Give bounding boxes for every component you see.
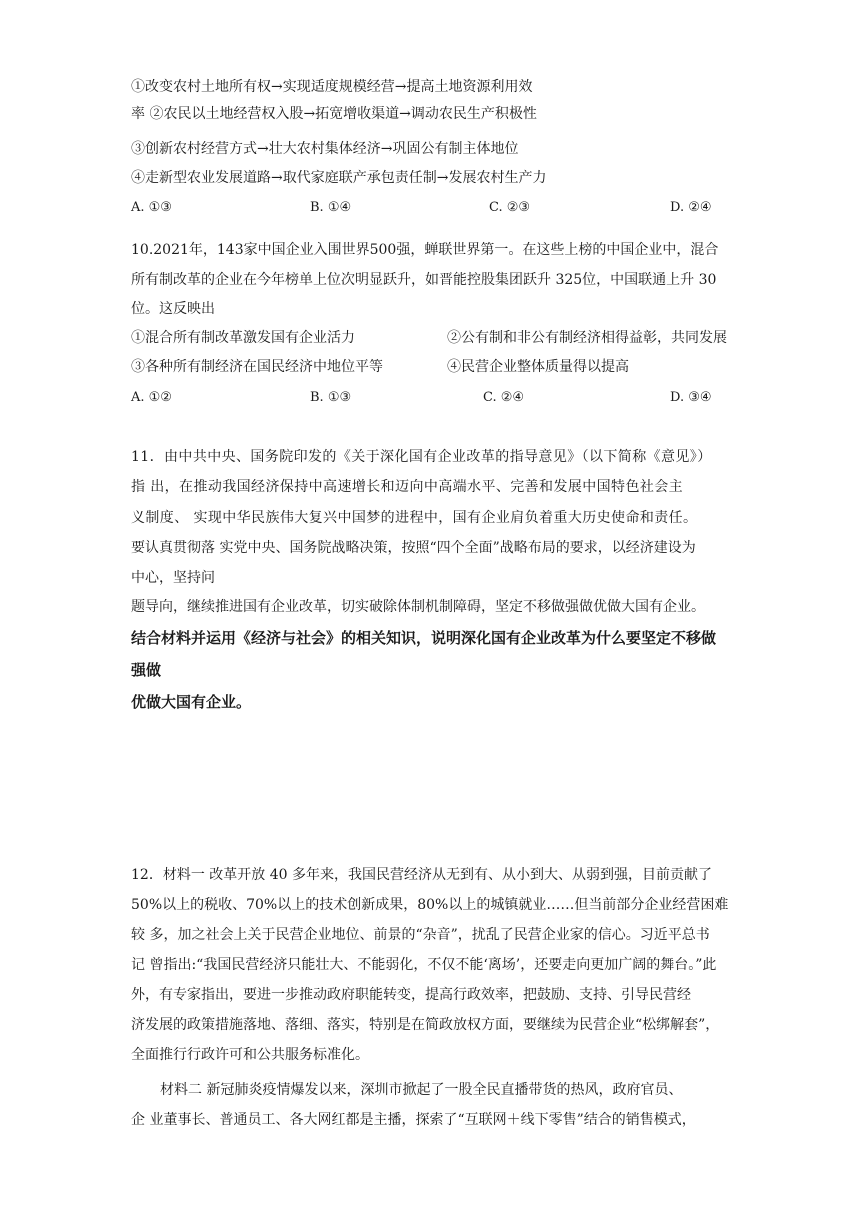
q9-option-d: D. ②④ <box>670 200 712 215</box>
q11-material-line-4: 要认真贯彻落 实党中央、国务院战略决策，按照“四个全面”战略布局的要求，以经济建设为 <box>131 540 696 556</box>
q9-statement-4: ④走新型农业发展道路→取代家庭联产承包责任制→发展农村生产力 <box>131 170 547 186</box>
q12-material-1-line-5: 外，有专家指出，要进一步推动政府职能转变，提高行政效率，把鼓励、支持、引导民营经 <box>131 987 691 1003</box>
q10-statement-4: ④民营企业整体质量得以提高 <box>447 359 629 375</box>
q11-task-line-1: 结合材料并运用《经济与社会》的相关知识，说明深化国有企业改革为什么要坚定不移做 <box>131 629 717 647</box>
q12-material-1-line-4: 记 曾指出:“我国民营经济只能壮大、不能弱化，不仅不能‘离场’，还要走向更加广阔的舞台。”此 <box>131 957 717 973</box>
q10-option-c: C. ②④ <box>483 390 525 405</box>
q11-material-line-3: 义制度、 实现中华民族伟大复兴中国梦的进程中，国有企业肩负着重大历史使命和责任。 <box>131 510 698 526</box>
q11-task-line-2: 强做 <box>131 661 162 679</box>
q10-stem-line-1: 10.2021年，143家中国企业入围世界500强，蝉联世界第一。在这些上榜的中国企业中，混合 <box>131 242 719 258</box>
q11-material-line-2: 指 出，在推动我国经济保持中高速增长和迈向中高端水平、完善和发展中国特色社会主 <box>131 479 684 495</box>
q12-material-1-line-1: 12．材料一 改革开放 40 多年来，我国民营经济从无到有、从小到大、从弱到强，目前贡献了 <box>131 867 712 883</box>
q10-statement-3: ③各种所有制经济在国民经济中地位平等 <box>131 359 383 375</box>
q10-statement-1: ①混合所有制改革激发国有企业活力 <box>131 330 355 346</box>
q12-material-2-line-2: 企 业董事长、普通员工、各大网红都是主播，探索了“互联网＋线下零售”结合的销售模式， <box>131 1112 696 1128</box>
q11-material-line-1: 11．由中共中央、国务院印发的《关于深化国有企业改革的指导意见》（以下简称《意见》） <box>131 449 712 465</box>
q12-material-1-line-3: 较 多，加之社会上关于民营企业地位、前景的“杂音”，扰乱了民营企业家的信心。习近平总书 <box>131 927 710 943</box>
q10-stem-line-2: 所有制改革的企业在今年榜单上位次明显跃升，如晋能控股集团跃升 325位，中国联通上升 30 <box>131 272 717 288</box>
q10-option-b: B. ①③ <box>310 390 352 405</box>
q12-material-1-line-2: 50%以上的税收、70%以上的技术创新成果，80%以上的城镇就业……但当前部分企业经营困难 <box>131 897 729 913</box>
q11-material-line-6: 题导向，继续推进国有企业改革，切实破除体制机制障碍，坚定不移做强做优做大国有企业。 <box>131 599 705 615</box>
q9-statement-1: ①改变农村土地所有权→实现适度规模经营→提高土地资源利用效 <box>131 79 533 95</box>
q9-option-a: A. ①③ <box>131 200 172 215</box>
q12-material-1-line-6: 济发展的政策措施落地、落细、落实，特别是在简政放权方面，要继续为民营企业“松绑解套”， <box>131 1017 720 1033</box>
q9-statement-1-continued: 率 ②农民以土地经营权入股→拓宽增收渠道→调动农民生产积极性 <box>131 106 537 122</box>
q11-material-line-5: 中心，坚持问 <box>131 570 215 586</box>
q12-material-1-line-7: 全面推行行政许可和公共服务标准化。 <box>131 1047 369 1063</box>
q9-statement-3: ③创新农村经营方式→壮大农村集体经济→巩固公有制主体地位 <box>131 141 519 157</box>
q9-option-c: C. ②③ <box>489 200 531 215</box>
q11-task-line-3: 优做大国有企业。 <box>131 693 252 711</box>
q12-material-2-line-1: 材料二 新冠肺炎疫情爆发以来，深圳市掀起了一股全民直播带货的热风，政府官员、 <box>160 1082 683 1098</box>
q10-option-a: A. ①② <box>131 390 172 405</box>
q10-option-d: D. ③④ <box>670 390 712 405</box>
q10-statement-2: ②公有制和非公有制经济相得益彰，共同发展 <box>447 330 727 346</box>
q9-option-b: B. ①④ <box>310 200 352 215</box>
q10-stem-line-3: 位。这反映出 <box>131 301 215 317</box>
